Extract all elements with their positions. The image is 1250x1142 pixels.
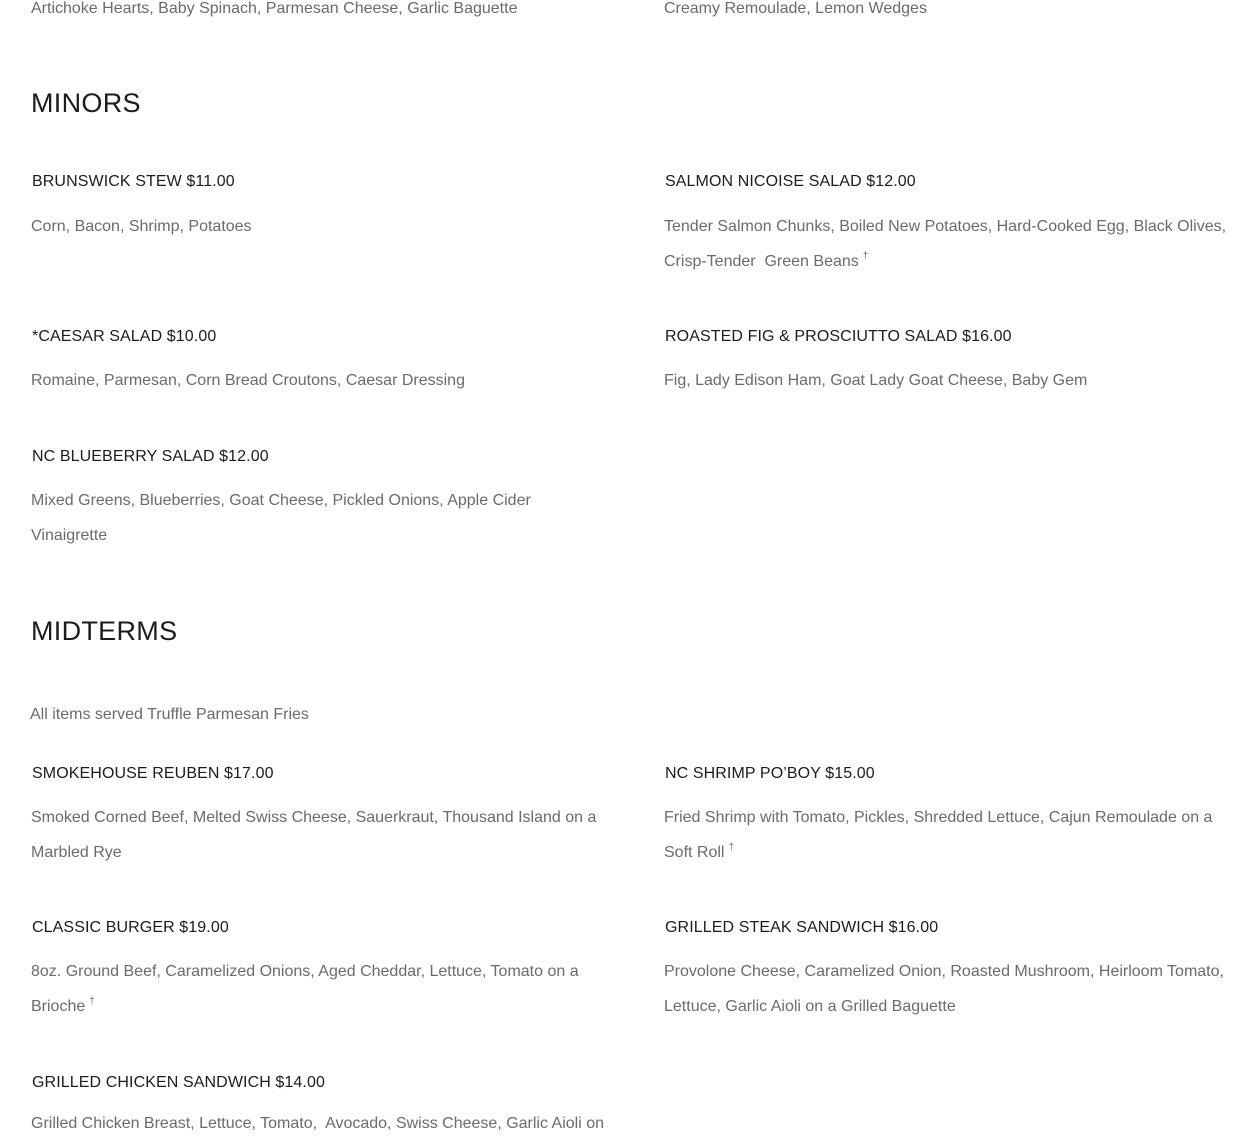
menu-item-description xyxy=(31,210,252,245)
menu-item-title: SMOKEHOUSE REUBEN $17.00 xyxy=(32,765,274,782)
description-line: Provolone Cheese, Caramelized Onion, Roasted Mushroom, Heirloom Tomato, xyxy=(664,963,1224,980)
menu-item-description xyxy=(664,955,1224,1024)
description-line: Grilled Chicken Breast, Lettuce, Tomato, Avocado, Swiss Cheese, Garlic Aioli on xyxy=(31,1115,605,1132)
menu-item-title: SALMON NICOISE SALAD $12.00 xyxy=(665,173,916,190)
section-note: All items served Truffle Parmesan Fries xyxy=(30,706,309,723)
description-line: Brioche xyxy=(31,997,86,1015)
description-line: Soft Roll xyxy=(664,843,725,861)
prev-item-description-left: Artichoke Hearts, Baby Spinach, Parmesan Cheese, Garlic Baguette xyxy=(31,0,518,17)
menu-item-description xyxy=(664,210,1226,279)
menu-item-description xyxy=(664,364,1087,399)
description-line: Tender Salmon Chunks, Boiled New Potatoes, Hard-Cooked Egg, Black Olives, xyxy=(664,218,1227,235)
dagger-mark: † xyxy=(728,842,735,854)
description-line: Lettuce, Garlic Aioli on a Grilled Baguette xyxy=(664,997,956,1015)
menu-item-description xyxy=(31,364,465,399)
menu-item-description xyxy=(31,1107,604,1142)
description-line: Marbled Rye xyxy=(31,843,122,861)
menu-item-description xyxy=(31,801,596,870)
description-line: Vinaigrette xyxy=(31,526,108,544)
menu-item-title: NC SHRIMP PO’BOY $15.00 xyxy=(665,765,875,782)
description-line: 8oz. Ground Beef, Caramelized Onions, Aged Cheddar, Lettuce, Tomato on a xyxy=(31,963,579,980)
menu-item-description xyxy=(31,955,579,1024)
menu-item-title: GRILLED CHICKEN SANDWICH $14.00 xyxy=(32,1074,325,1091)
description-line: Smoked Corned Beef, Melted Swiss Cheese, Sauerkraut, Thousand Island on a xyxy=(31,809,597,826)
menu-item-title: *CAESAR SALAD $10.00 xyxy=(32,328,217,345)
section-title-minors: MINORS xyxy=(31,88,141,118)
description-line: Corn, Bacon, Shrimp, Potatoes xyxy=(31,218,252,235)
prev-item-description-right: Creamy Remoulade, Lemon Wedges xyxy=(664,0,927,17)
dagger-mark: † xyxy=(862,251,869,263)
menu-item-title: CLASSIC BURGER $19.00 xyxy=(32,919,229,936)
menu-item-title: GRILLED STEAK SANDWICH $16.00 xyxy=(665,919,939,936)
description-line: Crisp-Tender Green Beans xyxy=(664,252,859,270)
menu-item-title: NC BLUEBERRY SALAD $12.00 xyxy=(32,448,269,465)
menu-item-description xyxy=(664,801,1212,870)
menu-item-description xyxy=(31,484,531,553)
dagger-mark: † xyxy=(89,996,95,1008)
section-title-midterms: MIDTERMS xyxy=(31,616,178,646)
menu-item-title: BRUNSWICK STEW $11.00 xyxy=(32,173,235,190)
description-line: Mixed Greens, Blueberries, Goat Cheese, Pickled Onions, Apple Cider xyxy=(31,492,531,509)
description-line: Romaine, Parmesan, Corn Bread Croutons, Caesar Dressing xyxy=(31,372,465,389)
menu-item-title: ROASTED FIG & PROSCIUTTO SALAD $16.00 xyxy=(665,328,1012,345)
description-line: Fried Shrimp with Tomato, Pickles, Shredded Lettuce, Cajun Remoulade on a xyxy=(664,809,1213,826)
description-line: Fig, Lady Edison Ham, Goat Lady Goat Cheese, Baby Gem xyxy=(664,372,1088,389)
